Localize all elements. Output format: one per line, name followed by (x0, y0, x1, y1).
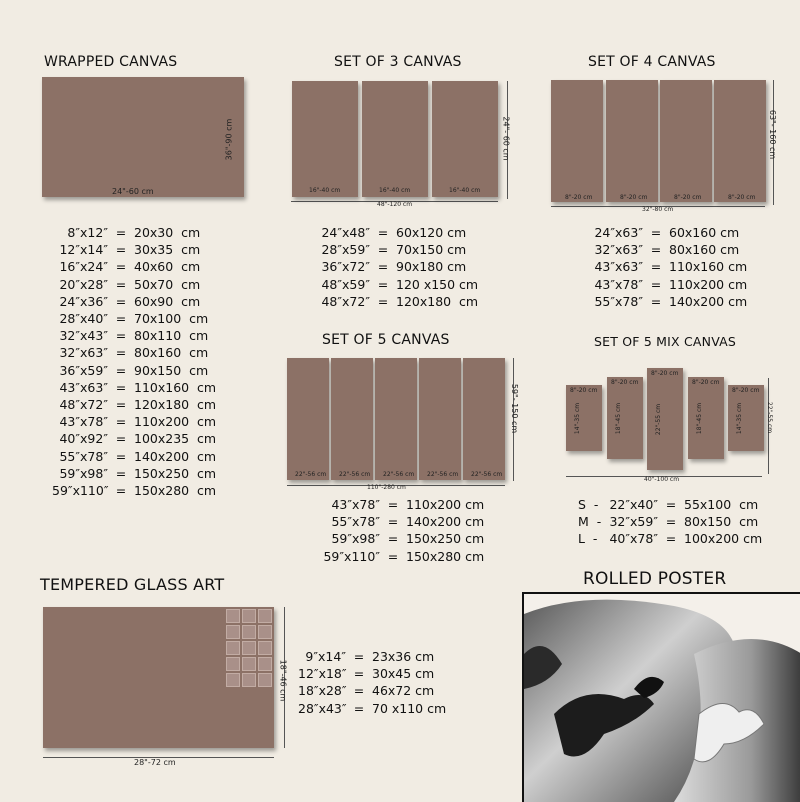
size-cm: 80x160 cm (669, 242, 740, 258)
set5-panel (463, 358, 505, 480)
equals-sign: = (377, 242, 389, 258)
size-label: M - (578, 514, 602, 530)
equals-sign: = (387, 514, 399, 530)
size-cm: 50x70 cm (134, 276, 201, 292)
mix5-panel-width: 8"-20 cm (732, 387, 760, 394)
set5-panel (375, 358, 417, 480)
size-row (591, 241, 779, 258)
size-inches: 28″x40″ (59, 311, 108, 327)
size-row (318, 530, 516, 547)
size-inches: 43″x78″ (331, 497, 380, 512)
size-inches: 40″x92″ (59, 431, 108, 447)
size-row (318, 496, 516, 513)
size-cm: 140x200 cm (669, 293, 748, 309)
equals-sign: = (650, 276, 662, 292)
size-inches: 12″x18″ (298, 666, 347, 682)
equals-sign: = (353, 649, 365, 664)
mix5-panel-width: 8"-20 cm (570, 387, 598, 394)
size-cm: 110x160 cm (134, 379, 217, 395)
size-row (578, 496, 784, 513)
equals-sign: = (377, 276, 389, 292)
size-row (298, 665, 472, 682)
size-cm: 100x200 cm (684, 531, 763, 547)
size-inches: 8″x12″ (67, 225, 108, 240)
glass-width-label: 28"-72 cm (134, 758, 176, 767)
set4-title: SET OF 4 CANVAS (588, 54, 716, 70)
size-row (52, 465, 244, 482)
size-row (318, 224, 506, 241)
mix5-panel (607, 377, 643, 459)
size-inches: 55″x78″ (331, 514, 380, 530)
equals-sign: = (115, 345, 127, 361)
set3-panel-width: 16"-40 cm (309, 187, 341, 194)
set4-panel (660, 80, 712, 202)
wrapped-width-label: 24"-60 cm (112, 187, 154, 196)
size-inches: 55″x78″ (59, 448, 108, 464)
set4-total-height: 63"- 160 cm (768, 109, 778, 160)
size-cm: 30x45 cm (372, 666, 435, 682)
size-cm: 110x200 cm (406, 497, 485, 512)
set3-panel-width: 16"-40 cm (379, 187, 411, 194)
size-inches: 28″x43″ (298, 700, 347, 716)
set5-panel-width: 22"-56 cm (295, 471, 327, 478)
equals-sign: = (665, 531, 677, 547)
set5-total-width: 110"-280 cm (367, 484, 406, 491)
set5-panel-width: 22"-56 cm (471, 471, 503, 478)
equals-sign: = (353, 666, 365, 682)
size-inches: 43″x78″ (594, 276, 643, 292)
set4-size-list (591, 224, 779, 310)
size-inches: 59″x98″ (59, 465, 108, 481)
size-inches: 43″x63″ (594, 259, 643, 275)
size-row (52, 396, 244, 413)
set4-panel (714, 80, 766, 202)
set3-panel (432, 81, 498, 197)
set3-panel-width: 16"-40 cm (449, 187, 481, 194)
equals-sign: = (387, 531, 399, 547)
mix5-panel-height: 22"-55 cm (655, 403, 663, 436)
equals-sign: = (115, 465, 127, 481)
size-row (52, 379, 244, 396)
size-row (578, 530, 784, 547)
size-cm: 70 x110 cm (372, 700, 447, 716)
size-inches: 48″x72″ (59, 397, 108, 413)
wrapped-canvas-panel (42, 77, 244, 197)
equals-sign: = (115, 397, 127, 413)
size-cm: 55x100 cm (684, 497, 759, 512)
equals-sign: = (650, 225, 662, 240)
size-inches: 36″x72″ (321, 259, 370, 275)
size-row (52, 293, 244, 310)
size-row (591, 258, 779, 275)
size-inches: 59″x98″ (331, 531, 380, 547)
set3-size-list (318, 224, 506, 310)
size-cm: 150x280 cm (406, 548, 485, 564)
size-cm: 90x150 cm (134, 362, 209, 378)
equals-sign: = (377, 259, 389, 275)
size-row (318, 513, 516, 530)
size-cm: 120x180 cm (396, 293, 479, 309)
size-inches: 32″x63″ (594, 242, 643, 258)
size-cm: 60x160 cm (669, 225, 740, 240)
size-cm: 46x72 cm (372, 683, 435, 699)
mix5-total-height: 22"-55 cm (766, 401, 774, 434)
equals-sign: = (115, 431, 127, 447)
size-cm: 80x150 cm (684, 514, 759, 530)
size-inches: 59″x110″ (52, 483, 109, 499)
glass-size-list (298, 648, 472, 717)
mix5-size-list (578, 496, 784, 548)
size-label: L - (578, 531, 598, 547)
size-inches: 24″x48″ (321, 225, 370, 240)
rolled-poster-title: ROLLED POSTER (583, 569, 727, 589)
set4-total-width: 32"-80 cm (642, 206, 674, 213)
set5-panel-width: 22"-56 cm (383, 471, 415, 478)
size-row (52, 258, 244, 275)
equals-sign: = (377, 293, 389, 309)
size-row (52, 276, 244, 293)
size-row (52, 344, 244, 361)
size-row (52, 241, 244, 258)
equals-sign: = (353, 683, 365, 699)
size-cm: 80x160 cm (134, 345, 209, 361)
size-label: S - (578, 497, 599, 512)
size-row (591, 276, 779, 293)
mix5-total-width: 40"-100 cm (644, 476, 680, 483)
size-cm: 70x100 cm (134, 311, 209, 327)
size-cm: 90x180 cm (396, 259, 467, 275)
equals-sign: = (650, 293, 662, 309)
size-row (52, 413, 244, 430)
set4-panel-width: 8"-20 cm (620, 194, 648, 201)
glass-title: TEMPERED GLASS ART (40, 575, 225, 594)
set5-panel-width: 22"-56 cm (427, 471, 459, 478)
equals-sign: = (115, 242, 127, 258)
set5-title: SET OF 5 CANVAS (322, 332, 450, 348)
size-inches: 24″x36″ (59, 293, 108, 309)
size-cm: 60x90 cm (134, 293, 201, 309)
size-row (298, 700, 472, 717)
set5-total-height: 59"- 150 cm (510, 383, 520, 434)
wrapped-size-list (52, 224, 244, 499)
equals-sign: = (650, 259, 662, 275)
set4-panel (606, 80, 658, 202)
set5-panel (331, 358, 373, 480)
size-cm: 140x200 cm (134, 448, 217, 464)
size-inches: 48″x59″ (321, 276, 370, 292)
mix5-panel (728, 385, 764, 451)
size-row (52, 430, 244, 447)
size-cm: 80x110 cm (134, 328, 209, 344)
size-inches: 12″x14″ (59, 242, 108, 258)
size-inches: 24″x63″ (594, 225, 643, 240)
mix5-panel-width: 8"-20 cm (692, 379, 720, 386)
size-row (52, 482, 244, 499)
size-row (298, 682, 472, 699)
mix5-panel (566, 385, 602, 451)
size-cm: 140x200 cm (406, 514, 485, 530)
set3-panel (292, 81, 358, 197)
rolled-poster-image (522, 592, 800, 802)
size-row (52, 362, 244, 379)
equals-sign: = (115, 362, 127, 378)
size-cm: 30x35 cm (134, 242, 201, 258)
equals-sign: = (115, 259, 127, 275)
set5-panel (287, 358, 329, 480)
size-row (318, 258, 506, 275)
mix5-panel-height: 18"-45 cm (615, 402, 623, 435)
size-cm: 60x120 cm (396, 225, 467, 240)
size-row (578, 513, 784, 530)
wrapped-canvas-title: WRAPPED CANVAS (44, 54, 178, 70)
size-inches: 32″x63″ (59, 345, 108, 361)
horse-poster-illustration (524, 594, 800, 802)
size-row (52, 327, 244, 344)
size-row (52, 310, 244, 327)
mix5-title: SET OF 5 MIX CANVAS (594, 334, 737, 349)
set4-panel-width: 8"-20 cm (674, 194, 702, 201)
size-cm: 20x30 cm (134, 225, 201, 240)
equals-sign: = (115, 483, 127, 499)
equals-sign: = (387, 548, 399, 564)
equals-sign: = (115, 225, 127, 240)
size-cm: 23x36 cm (372, 649, 435, 664)
equals-sign: = (650, 242, 662, 258)
size-inches: 16″x24″ (59, 259, 108, 275)
mix5-panel-width: 8"-20 cm (651, 370, 679, 377)
equals-sign: = (665, 497, 677, 512)
set4-panel (551, 80, 603, 202)
size-row (591, 293, 779, 310)
size-cm: 150x250 cm (134, 465, 217, 481)
mix5-panel-height: 14"-35 cm (574, 402, 582, 435)
size-cm: 70x150 cm (396, 242, 467, 258)
size-cm: 150x280 cm (134, 483, 217, 499)
set5-panel (419, 358, 461, 480)
size-row (591, 224, 779, 241)
size-inches: 20″x28″ (59, 276, 108, 292)
glass-panel (43, 607, 274, 748)
size-cm: 110x160 cm (669, 259, 748, 275)
size-inches: 59″x110″ (323, 548, 380, 564)
size-inches: 28″x59″ (321, 242, 370, 258)
size-row (318, 241, 506, 258)
size-inches: 43″x78″ (59, 414, 108, 430)
size-cm: 100x235 cm (134, 431, 217, 447)
set5-size-list (318, 496, 516, 565)
size-inches: 55″x78″ (594, 293, 643, 309)
mix5-panel (688, 377, 724, 459)
size-row (318, 276, 506, 293)
equals-sign: = (387, 497, 399, 512)
mix5-panel-height: 18"-45 cm (696, 402, 704, 435)
glass-reflection (226, 609, 272, 687)
set5-panel-width: 22"-56 cm (339, 471, 371, 478)
equals-sign: = (115, 276, 127, 292)
set4-panel-width: 8"-20 cm (565, 194, 593, 201)
size-inches: 48″x72″ (321, 293, 370, 309)
size-row (318, 293, 506, 310)
equals-sign: = (115, 311, 127, 327)
size-row (318, 548, 516, 565)
size-cm: 110x200 cm (669, 276, 748, 292)
equals-sign: = (353, 700, 365, 716)
mix5-panel-width: 8"-20 cm (611, 379, 639, 386)
equals-sign: = (377, 225, 389, 240)
set3-panel (362, 81, 428, 197)
mix5-panel (647, 368, 683, 470)
size-cm: 120 x150 cm (396, 276, 479, 292)
equals-sign: = (115, 448, 127, 464)
size-inches: 32″x59″ (609, 514, 658, 530)
equals-sign: = (115, 293, 127, 309)
wrapped-height-label: 36"-90 cm (224, 118, 234, 161)
size-inches: 32″x43″ (59, 328, 108, 344)
size-cm: 120x180 cm (134, 397, 217, 413)
set4-panel-width: 8"-20 cm (728, 194, 756, 201)
mix5-panel-height: 14"-35 cm (736, 402, 744, 435)
size-inches: 36″x59″ (59, 362, 108, 378)
equals-sign: = (115, 328, 127, 344)
size-cm: 40x60 cm (134, 259, 201, 275)
size-inches: 18″x28″ (298, 683, 347, 699)
set3-total-height: 24"- 60 cm (501, 116, 511, 161)
size-cm: 150x250 cm (406, 531, 485, 547)
size-row (52, 448, 244, 465)
equals-sign: = (115, 414, 127, 430)
equals-sign: = (115, 379, 127, 395)
size-inches: 43″x63″ (59, 379, 108, 395)
glass-height-label: 18"-46 cm (278, 659, 288, 702)
size-row (52, 224, 244, 241)
size-cm: 110x200 cm (134, 414, 217, 430)
size-inches: 40″x78″ (609, 531, 658, 547)
equals-sign: = (665, 514, 677, 530)
set3-title: SET OF 3 CANVAS (334, 54, 462, 70)
size-row (298, 648, 472, 665)
size-inches: 9″x14″ (305, 649, 346, 664)
set3-total-width: 48"-120 cm (377, 201, 413, 208)
size-inches: 22″x40″ (609, 497, 658, 512)
